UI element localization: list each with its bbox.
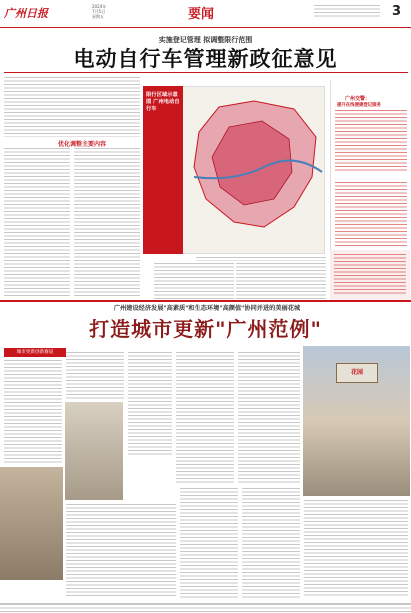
section-title: 要闻 (188, 7, 215, 22)
date-line: 2024年 (92, 4, 107, 9)
right-column-text-2 (335, 182, 407, 246)
map-sidebar-title: 限行区域示意图 广州电动自行车 (146, 92, 180, 112)
date-line: 7月5日 (92, 9, 106, 14)
bottom-left-photo (0, 467, 63, 580)
date-line: 星期五 (92, 14, 104, 19)
newspaper-logo: 广州日报 (4, 7, 48, 20)
note-text (334, 254, 406, 294)
right-column-title: 广州交警： (345, 96, 371, 102)
editor-credits (314, 5, 380, 19)
page-number: 3 (392, 4, 402, 19)
story1-headline: 电动自行车管理新政征意见 (73, 47, 338, 71)
story2-col1-text (4, 360, 62, 464)
story1-subhead: 优化调整主要内容 (58, 141, 107, 148)
story1-kicker: 实施登记管理 拟调整限行范围 (158, 36, 253, 44)
photo-sign: 花园 (336, 363, 378, 383)
date-block (92, 4, 128, 19)
story2-headline: 打造城市更新"广州范例" (89, 317, 322, 341)
story2-col5-text (238, 352, 300, 484)
story1-lead-text (4, 77, 140, 137)
story2-bottom-text-4 (304, 500, 408, 598)
section-divider (0, 300, 411, 302)
page-footer (0, 603, 411, 613)
story2-kicker: 广州建设经济发展"高素质"和生态环境"高颜值"协同并进的美丽花城 (113, 305, 301, 312)
story2-col4-text (176, 352, 234, 484)
story2-bottom-text-3 (242, 488, 300, 598)
divider (4, 72, 408, 73)
story1-col4-text (236, 263, 326, 301)
story2-bottom-text-1 (66, 504, 176, 598)
map-caption (196, 257, 326, 261)
right-column-subtitle: 提升在线便捷登记服务 (337, 103, 381, 108)
story1-col3-text (154, 263, 234, 301)
street-photo (65, 402, 123, 500)
right-column-text (335, 110, 407, 172)
story1-col2-text (74, 148, 140, 298)
story1-col1-text (4, 148, 70, 298)
story2-bottom-text-2 (180, 488, 238, 598)
story2-banner: 城市更新创新赛道 (4, 348, 66, 357)
note-box (330, 250, 410, 300)
story2-col2-text (66, 352, 124, 400)
story2-col3-text (128, 352, 172, 456)
